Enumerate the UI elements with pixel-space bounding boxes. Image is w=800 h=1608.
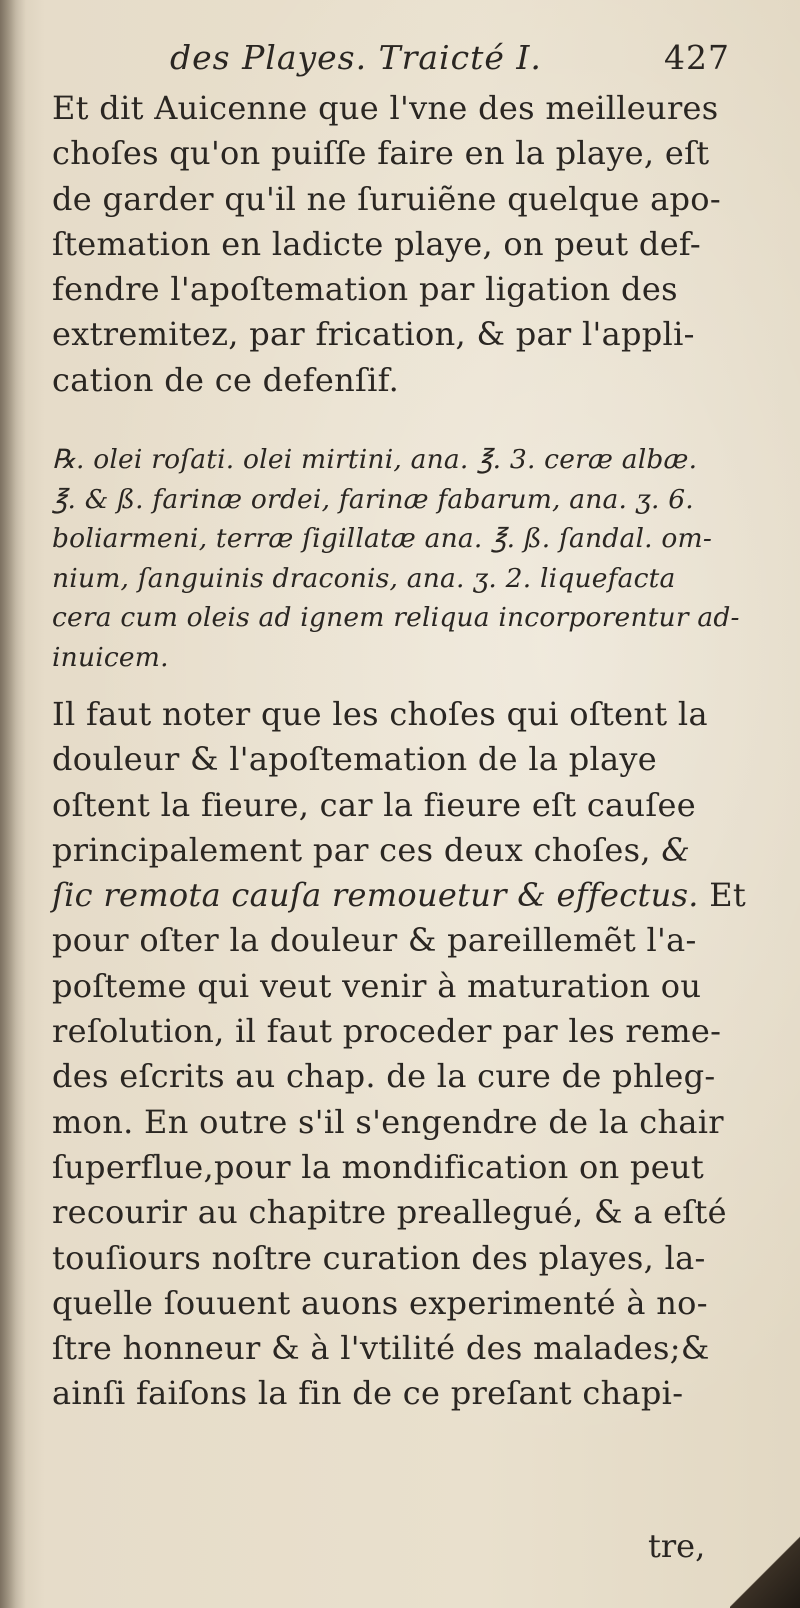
recipe-block xyxy=(52,440,752,677)
italic-run: ſic remota cauſa remouetur & effectus. xyxy=(52,876,699,915)
text-line: Il faut noter que les choſes qui oſtent la xyxy=(52,695,708,733)
italic-run: & xyxy=(661,830,691,869)
text-line: ainſi faiſons la fin de ce preſant chapi- xyxy=(52,1374,684,1413)
catchword: tre, xyxy=(648,1527,706,1565)
recipe-line: boliarmeni, terræ ſigillatæ ana. ℥. ß. ſandal. om- xyxy=(52,523,713,554)
paragraph-2 xyxy=(52,692,747,1417)
recipe-line: nium, ſanguinis draconis, ana. ʒ. 2. liquefacta xyxy=(52,562,676,594)
text-line: choſes qu'on puiſſe faire en la playe, eſt xyxy=(52,134,710,173)
text-line: douleur & l'apoſtemation de la playe xyxy=(52,740,658,779)
text-line: ſtre honneur & à l'vtilité des malades;& xyxy=(52,1329,710,1368)
running-head xyxy=(170,38,730,82)
text-line: oſtent la fieure, car la fieure eſt cauſee xyxy=(52,785,696,824)
text-line: fendre l'apoſtemation par ligation des xyxy=(52,270,678,309)
text-line: recourir au chapitre preallegué, & a eſté xyxy=(52,1193,727,1232)
page-number: 427 xyxy=(664,38,730,77)
text-line: des eſcrits au chap. de la cure de phleg- xyxy=(52,1057,716,1096)
text-line: reſolution, il faut proceder par les reme- xyxy=(52,1012,722,1051)
binding-shadow xyxy=(0,0,26,1608)
roman-run: principalement par ces deux choſes, xyxy=(52,830,662,869)
text-line-mixed xyxy=(52,873,747,918)
paragraph-1 xyxy=(52,86,742,403)
text-line: ſuperflue,pour la mondification on peut xyxy=(52,1147,705,1186)
text-line: quelle ſouuent auons experimenté à no- xyxy=(52,1283,708,1322)
text-line: de garder qu'il ne ſuruiẽne quelque apo- xyxy=(52,179,721,218)
recipe-line: ℥. & ß. farinæ ordei, farinæ fabarum, ana. ʒ. 6. xyxy=(52,483,694,515)
text-line: Et dit Auicenne que l'vne des meilleures xyxy=(52,89,719,127)
text-line: mon. En outre s'il s'engendre de la chair xyxy=(52,1102,724,1141)
recipe-line: cera cum oleis ad ignem reliqua incorporentur ad- xyxy=(52,602,740,633)
roman-run: Et xyxy=(698,876,747,915)
text-line: extremitez, par frication, & par l'appli- xyxy=(52,315,695,354)
text-line-mixed xyxy=(52,828,742,873)
recipe-line: ℞. olei roſati. olei mirtini, ana. ℥. 3. ceræ albæ. xyxy=(52,444,698,475)
text-line: touſiours noſtre curation des playes, la- xyxy=(52,1238,706,1277)
page-corner xyxy=(730,1518,800,1608)
recipe-line: inuicem. xyxy=(52,641,169,673)
text-line: ſtemation en ladicte playe, on peut def- xyxy=(52,224,702,263)
running-title: des Playes. Traicté I. xyxy=(170,38,542,77)
text-line: cation de ce defenſif. xyxy=(52,360,400,399)
text-line: poſteme qui veut venir à maturation ou xyxy=(52,966,702,1005)
text-line: pour oſter la douleur & pareillemẽt l'a- xyxy=(52,921,697,960)
